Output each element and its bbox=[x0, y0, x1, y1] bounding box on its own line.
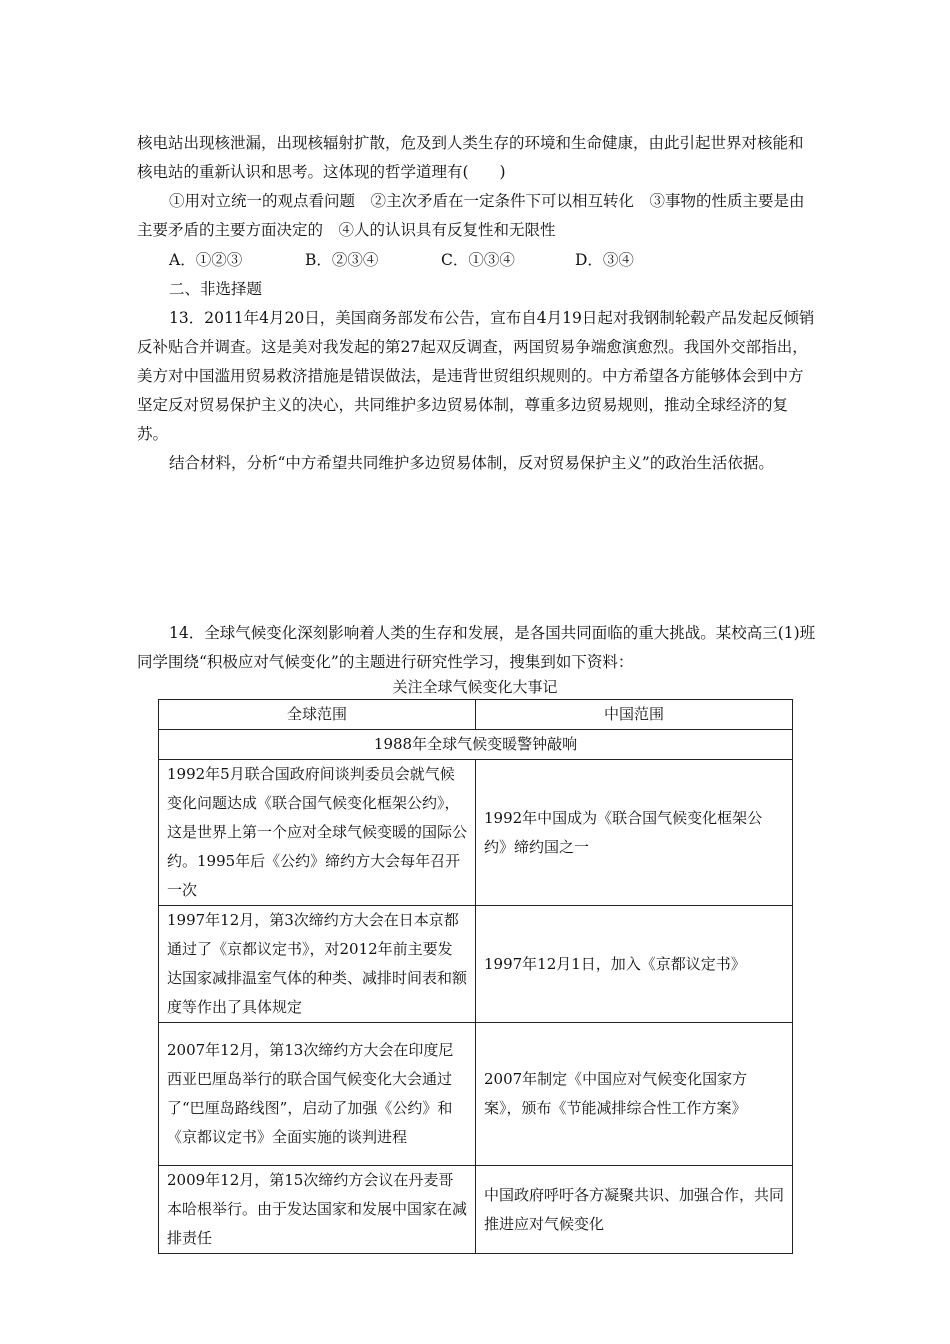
option-a: A．①②③ bbox=[169, 251, 243, 269]
table-row bbox=[159, 760, 793, 906]
section-title: 二、非选择题 bbox=[169, 280, 263, 298]
china-cell: 2007年制定《中国应对气候变化国家方案》，颁布《节能减排综合性工作方案》 bbox=[476, 1023, 793, 1166]
table-caption: 关注全球气候变化大事记 bbox=[392, 678, 558, 696]
q13-material: 13．2011年4月20日，美国商务部发布公告，宣布自4月19日起对我钢制轮毂产品发起反倾销反补贴合并调查。这是美对我发起的第27起双反调查，两国贸易争端愈演愈烈。我国外交部指出，美方对中国滥用贸易救济措施是错误做法，是违背世贸组织规则的。中方希望各方能够体会到中方坚定反对贸易保护主义的决心，共同维护多边贸易体制，尊重多边贸易规则，推动全球经济的复苏。 bbox=[137, 309, 815, 443]
q14-intro: 14．全球气候变化深刻影响着人类的生存和发展，是各国共同面临的重大挑战。某校高三(1)班同学围绕“积极应对气候变化”的主题进行研究性学习，搜集到如下资料： bbox=[137, 624, 816, 671]
q12-statements: ①用对立统一的观点看问题 ②主次矛盾在一定条件下可以相互转化 ③事物的性质主要是由主要矛盾的主要方面决定的 ④人的认识具有反复性和无限性 bbox=[137, 192, 805, 239]
q12-options bbox=[169, 246, 634, 275]
table-header-row bbox=[159, 700, 793, 730]
span-cell: 1988年全球气候变暖警钟敲响 bbox=[159, 730, 793, 760]
option-d: D．③④ bbox=[575, 251, 634, 269]
china-cell: 1997年12月1日，加入《京都议定书》 bbox=[476, 906, 793, 1023]
header-global: 全球范围 bbox=[159, 700, 476, 730]
global-cell: 2007年12月，第13次缔约方大会在印度尼西亚巴厘岛举行的联合国气候变化大会通过了“巴厘岛路线图”，启动了加强《公约》和《京都议定书》全面实施的谈判进程 bbox=[159, 1023, 476, 1166]
global-cell: 1997年12月，第3次缔约方大会在日本京都通过了《京都议定书》，对2012年前主要发达国家减排温室气体的种类、减排时间表和额度等作出了具体规定 bbox=[159, 906, 476, 1023]
table-row bbox=[159, 1023, 793, 1166]
q12-stem: 核电站出现核泄漏，出现核辐射扩散，危及到人类生存的环境和生命健康，由此引起世界对核能和核电站的重新认识和思考。这体现的哲学道理有( ) bbox=[137, 134, 804, 181]
china-cell: 中国政府呼吁各方凝聚共识、加强合作，共同推进应对气候变化 bbox=[476, 1166, 793, 1254]
table-row bbox=[159, 906, 793, 1023]
china-cell: 1992年中国成为《联合国气候变化框架公约》缔约国之一 bbox=[476, 760, 793, 906]
global-cell: 1992年5月联合国政府间谈判委员会就气候变化问题达成《联合国气候变化框架公约》，这是世界上第一个应对全球气候变暖的国际公约。1995年后《公约》缔约方大会每年召开一次 bbox=[159, 760, 476, 906]
header-china: 中国范围 bbox=[476, 700, 793, 730]
option-b: B．②③④ bbox=[305, 251, 379, 269]
global-cell: 2009年12月，第15次缔约方会议在丹麦哥本哈根举行。由于发达国家和发展中国家在减排责任 bbox=[159, 1166, 476, 1254]
table-span-row bbox=[159, 730, 793, 760]
option-c: C．①③④ bbox=[441, 251, 515, 269]
climate-events-table bbox=[158, 699, 793, 1254]
q13-question: 结合材料，分析“中方希望共同维护多边贸易体制，反对贸易保护主义”的政治生活依据。 bbox=[169, 454, 774, 472]
table-row bbox=[159, 1166, 793, 1254]
